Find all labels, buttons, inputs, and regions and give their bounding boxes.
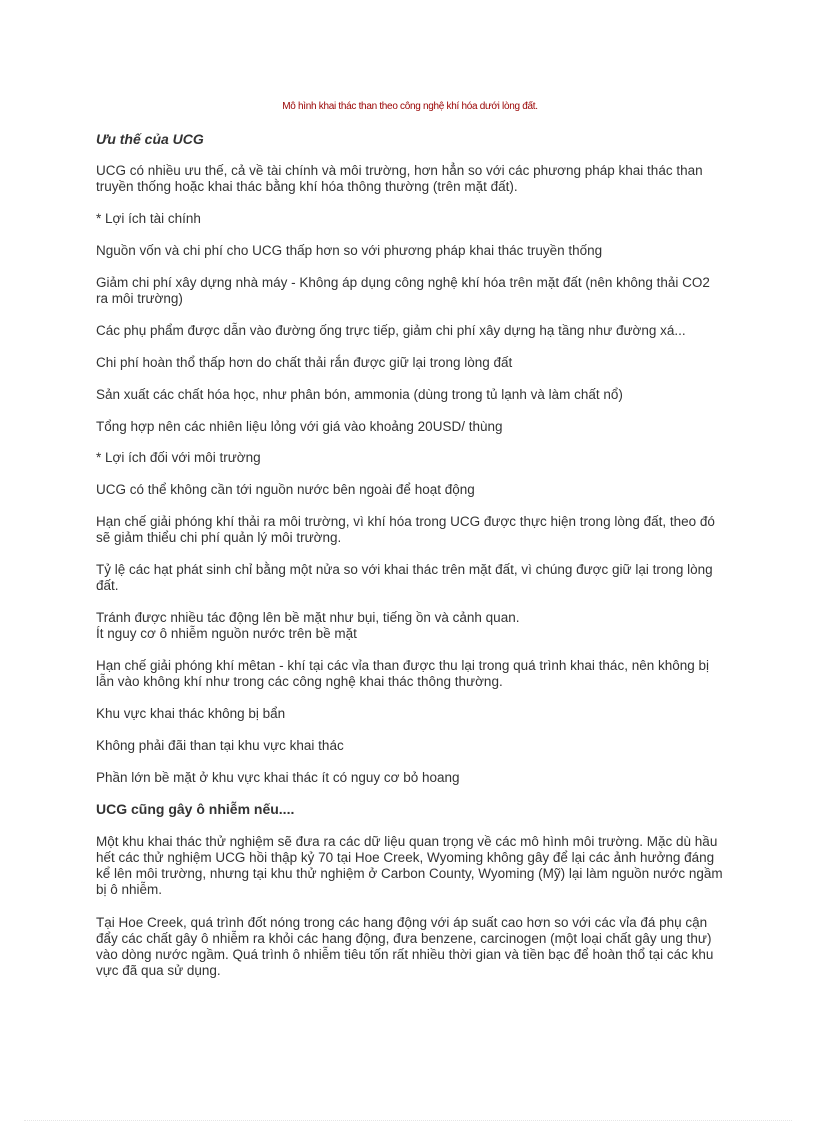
environment-item: Tránh được nhiều tác động lên bề mặt như bụi, tiếng ồn và cảnh quan. [96,610,520,625]
financial-item: Chi phí hoàn thổ thấp hơn do chất thải rắn được giữ lại trong lòng đất [96,355,513,370]
financial-item: Nguồn vốn và chi phí cho UCG thấp hơn so với phương pháp khai thác truyền thống [96,243,603,258]
section-heading-pollution: UCG cũng gây ô nhiễm nếu.... [96,801,295,817]
financial-item: Giảm chi phí xây dựng nhà máy - Không áp dụng công nghệ khí hóa trên mặt đất (nên không thải CO2 ra môi trường) [96,275,710,306]
page-bottom-divider [24,1120,792,1121]
pollution-paragraph: Một khu khai thác thử nghiệm sẽ đưa ra các dữ liệu quan trọng về các mô hình môi trường. Mặc dù hầu hết các thử nghiệm UCG hồi thập kỷ 70 tại Hoe Creek, Wyoming không gây để lại các ảnh hưởng đáng kể lên môi trường, nhưng tại khu thử nghiệm ở Carbon County, Wyoming (Mỹ) lại làm nguồn nước ngầm bị ô nhiễm. [96,834,723,897]
financial-item: Sản xuất các chất hóa học, như phân bón, ammonia (dùng trong tủ lạnh và làm chất nổ) [96,387,623,402]
environment-item: Khu vực khai thác không bị bẩn [96,706,286,721]
environment-item: Phần lớn bề mặt ở khu vực khai thác ít có nguy cơ bỏ hoang [96,770,460,785]
environment-item: Hạn chế giải phóng khí mêtan - khí tại các vỉa than được thu lại trong quá trình khai thác, nên không bị lẫn vào không khí như trong các công nghệ khai thác thông thường. [96,658,710,689]
environment-item: Hạn chế giải phóng khí thải ra môi trường, vì khí hóa trong UCG được thực hiện trong lòng đất, theo đó sẽ giảm thiểu chi phí quản lý môi trường. [96,514,715,545]
figure-caption: Mô hình khai thác than theo công nghệ khí hóa dưới lòng đất. [282,101,538,112]
section-heading-advantages: Ưu thế của UCG [96,131,204,147]
environment-item: Không phải đãi than tại khu vực khai thác [96,738,344,753]
intro-paragraph: UCG có nhiều ưu thế, cả về tài chính và môi trường, hơn hẳn so với các phương pháp khai thác than truyền thống hoặc khai thác bằng khí hóa thông thường (trên mặt đất). [96,163,703,194]
financial-item: Tổng hợp nên các nhiên liệu lỏng với giá vào khoảng 20USD/ thùng [96,419,503,434]
environment-item: Ít nguy cơ ô nhiễm nguồn nước trên bề mặt [96,626,357,641]
environment-item: UCG có thể không cần tới nguồn nước bên ngoài để hoạt động [96,482,475,497]
pollution-paragraph: Tại Hoe Creek, quá trình đốt nóng trong các hang động với áp suất cao hơn so với các vỉa đá phụ cận đẩy các chất gây ô nhiễm ra khỏi các hang động, đưa benzene, carcinogen (một loại chất gây ung thư) vào dòng nước ngầm. Quá trình ô nhiễm tiêu tốn rất nhiều thời gian và tiền bạc để hoàn thổ tại các khu vực đã qua sử dụng. [96,915,714,978]
environment-benefits-label: * Lợi ích đối với môi trường [96,450,261,465]
environment-item: Tỷ lệ các hạt phát sinh chỉ bằng một nửa so với khai thác trên mặt đất, vì chúng được giữ lại trong lòng đất. [96,562,713,593]
financial-item: Các phụ phẩm được dẫn vào đường ống trực tiếp, giảm chi phí xây dựng hạ tầng như đường xá... [96,323,686,338]
financial-benefits-label: * Lợi ích tài chính [96,211,201,226]
